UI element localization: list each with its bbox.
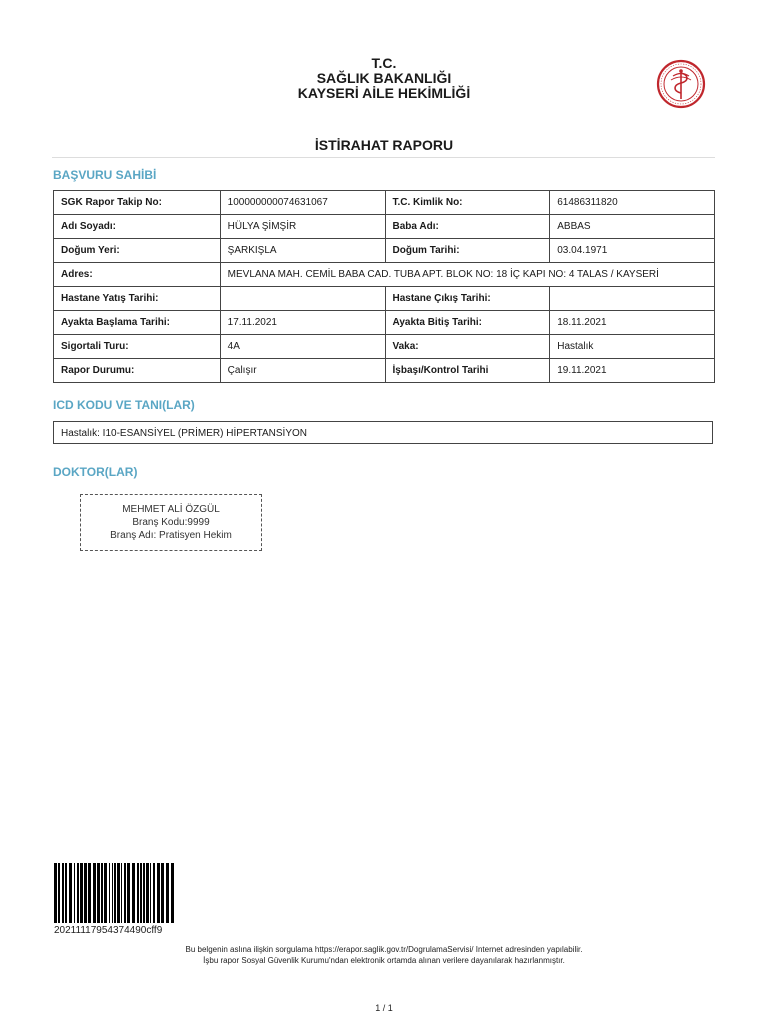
barcode-icon — [54, 863, 178, 923]
table-row — [54, 359, 715, 383]
address-value: MEVLANA MAH. CEMİL BABA CAD. TUBA APT. BLOK NO: 18 İÇ KAPI NO: 4 TALAS / KAYSERİ — [220, 263, 714, 287]
field-label: Doğum Yeri: — [54, 239, 221, 263]
field-label: Hastane Çıkış Tarihi: — [385, 287, 550, 311]
page-number: 1 / 1 — [375, 1003, 393, 1013]
doctor-branch-name: Branş Adı: Pratisyen Hekim — [110, 530, 232, 541]
field-value — [550, 287, 715, 311]
table-row — [54, 191, 715, 215]
field-value: 03.04.1971 — [550, 239, 715, 263]
doctor-branch-code: Branş Kodu:9999 — [132, 517, 210, 528]
field-value — [220, 287, 385, 311]
field-label: Ayakta Başlama Tarihi: — [54, 311, 221, 335]
field-value: ABBAS — [550, 215, 715, 239]
footer-note — [0, 944, 768, 966]
field-value: ŞARKIŞLA — [220, 239, 385, 263]
table-row — [54, 287, 715, 311]
title-divider — [52, 157, 715, 158]
field-value: 61486311820 — [550, 191, 715, 215]
field-label: SGK Rapor Takip No: — [54, 191, 221, 215]
report-title: İSTİRAHAT RAPORU — [314, 137, 454, 153]
field-label: Adı Soyadı: — [54, 215, 221, 239]
applicant-section-title: BAŞVURU SAHİBİ — [53, 168, 157, 182]
table-row — [54, 335, 715, 359]
header-line-tc: T.C. — [371, 55, 397, 71]
header-line-ministry: SAĞLIK BAKANLIĞI — [316, 70, 452, 86]
field-value: 100000000074631067 — [220, 191, 385, 215]
footer-line-disclaimer: İşbu rapor Sosyal Güvenlik Kurumu'ndan elektronik ortamda alınan verilere dayanılarak hazırlanmıştır. — [203, 956, 565, 965]
table-row — [54, 215, 715, 239]
footer-line-verification: Bu belgenin aslına ilişkin sorgulama https://erapor.saglik.gov.tr/DogrulamaServisi/ Internet adresinden yapılabilir. — [185, 945, 583, 954]
field-label: Ayakta Bitiş Tarihi: — [385, 311, 550, 335]
doctor-name: MEHMET ALİ ÖZGÜL — [122, 504, 220, 515]
ministry-of-health-seal-icon — [656, 59, 706, 109]
diagnosis-box: Hastalık: I10-ESANSİYEL (PRİMER) HİPERTANSİYON — [53, 421, 713, 444]
table-row — [54, 311, 715, 335]
doctor-card — [80, 494, 262, 551]
field-label: Hastane Yatış Tarihi: — [54, 287, 221, 311]
icd-section-title: ICD KODU VE TANI(LAR) — [53, 398, 195, 412]
field-value: 4A — [220, 335, 385, 359]
field-value: Hastalık — [550, 335, 715, 359]
field-value: 17.11.2021 — [220, 311, 385, 335]
field-label: Sigortali Turu: — [54, 335, 221, 359]
barcode-text: 20211117954374490cff9 — [54, 925, 163, 936]
field-label: Doğum Tarihi: — [385, 239, 550, 263]
field-value: Çalışır — [220, 359, 385, 383]
header-line-institution: KAYSERİ AİLE HEKİMLİĞİ — [297, 85, 471, 101]
field-value: 18.11.2021 — [550, 311, 715, 335]
table-row — [54, 263, 715, 287]
field-label: Vaka: — [385, 335, 550, 359]
field-value: 19.11.2021 — [550, 359, 715, 383]
field-label: T.C. Kimlik No: — [385, 191, 550, 215]
field-label: İşbaşı/Kontrol Tarihi — [385, 359, 550, 383]
document-header — [0, 56, 768, 101]
field-label: Rapor Durumu: — [54, 359, 221, 383]
address-label: Adres: — [54, 263, 221, 287]
applicant-info-table — [53, 190, 715, 383]
field-value: HÜLYA ŞİMŞİR — [220, 215, 385, 239]
table-row — [54, 239, 715, 263]
doctors-section-title: DOKTOR(LAR) — [53, 465, 138, 479]
field-label: Baba Adı: — [385, 215, 550, 239]
